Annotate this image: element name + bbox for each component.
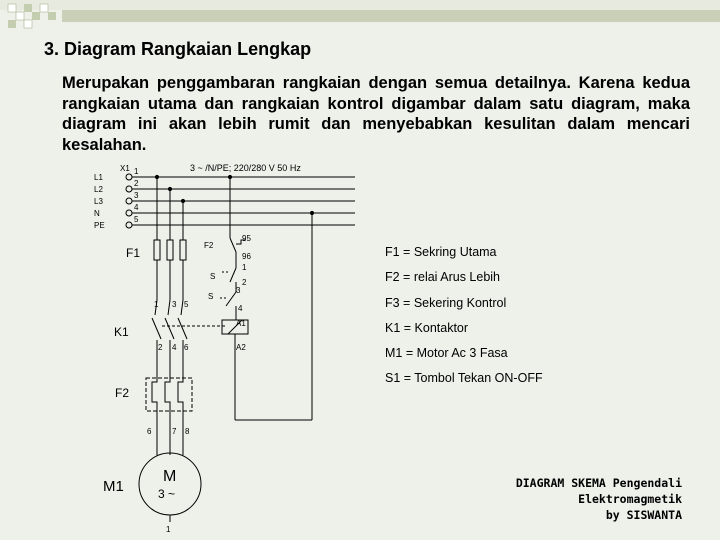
f2-bottom-terminal: 7 xyxy=(172,427,177,436)
node-4: 4 xyxy=(238,304,243,313)
page-title: 3. Diagram Rangkaian Lengkap xyxy=(44,39,312,59)
switch-label-s-off: S xyxy=(210,272,216,281)
label-f2: F2 xyxy=(115,386,130,400)
supply-label: 3 ~ /N/PE; 220/280 V 50 Hz xyxy=(190,163,301,173)
label-f1: F1 xyxy=(126,246,141,260)
contact-96: 96 xyxy=(242,252,251,261)
fuse-f1-l3 xyxy=(180,240,186,260)
terminal-number: 5 xyxy=(134,215,139,224)
terminal-number: 3 xyxy=(134,191,139,200)
f2-bottom-terminal: 8 xyxy=(185,427,190,436)
legend-item-f2: F2 = relai Arus Lebih xyxy=(385,270,500,284)
motor-symbol-m: M xyxy=(163,468,177,485)
legend-item-f1: F1 = Sekring Utama xyxy=(385,245,497,259)
description-paragraph: Merupakan penggambaran rangkaian dengan semua detailnya. Karena kedua rangkaian utama dan rangkaian kontrol digambar dalam satu diagram, maka diagram ini akan lebih rumit dan menyebabkan kesulitan dalam mencari kesalahan. xyxy=(62,74,690,154)
fuse-f1-l1 xyxy=(154,240,160,260)
line-label-n: N xyxy=(94,209,100,218)
label-m1: M1 xyxy=(103,478,124,495)
coil-a1: A1 xyxy=(236,319,246,328)
terminal-number: 4 xyxy=(134,203,139,212)
contact-95: 95 xyxy=(242,234,251,243)
k1-bottom-terminal: 4 xyxy=(172,343,177,352)
motor-terminal: 1 xyxy=(166,525,171,534)
legend-item-k1: K1 = Kontaktor xyxy=(385,321,469,335)
caption-line: Elektromagmetik xyxy=(578,492,682,506)
node-2: 2 xyxy=(242,278,247,287)
coil-a2: A2 xyxy=(236,343,246,352)
caption-author: by SISWANTA xyxy=(605,508,682,522)
node-3: 3 xyxy=(236,286,241,295)
legend-item-s1: S1 = Tombol Tekan ON-OFF xyxy=(385,371,543,385)
line-label-l1: L1 xyxy=(94,173,103,182)
f2-bottom-terminal: 6 xyxy=(147,427,152,436)
k1-top-terminal: 1 xyxy=(154,300,159,309)
line-label-pe: PE xyxy=(94,221,105,230)
terminal-number: 1 xyxy=(134,167,139,176)
line-label-l2: L2 xyxy=(94,185,103,194)
legend-item-f3: F3 = Sekering Kontrol xyxy=(385,296,507,310)
control-label-f2: F2 xyxy=(204,241,214,250)
k1-bottom-terminal: 2 xyxy=(158,343,163,352)
diagram-caption xyxy=(516,475,682,523)
overload-relay-f2 xyxy=(146,378,192,411)
line-label-l3: L3 xyxy=(94,197,103,206)
caption-line: DIAGRAM SKEMA Pengendali xyxy=(515,476,682,490)
label-k1: K1 xyxy=(114,325,129,339)
decorative-header-pattern xyxy=(0,0,720,34)
k1-top-terminal: 3 xyxy=(172,300,177,309)
k1-bottom-terminal: 6 xyxy=(184,343,189,352)
node-1: 1 xyxy=(242,263,247,272)
k1-top-terminal: 5 xyxy=(184,300,189,309)
terminal-block-x1: X1 xyxy=(120,164,130,173)
fuse-f1-l2 xyxy=(167,240,173,260)
motor-phase: 3 ~ xyxy=(158,487,176,501)
terminal-number: 2 xyxy=(134,179,139,188)
legend-item-m1: M1 = Motor Ac 3 Fasa xyxy=(385,346,508,360)
switch-label-s-on: S xyxy=(208,292,214,301)
